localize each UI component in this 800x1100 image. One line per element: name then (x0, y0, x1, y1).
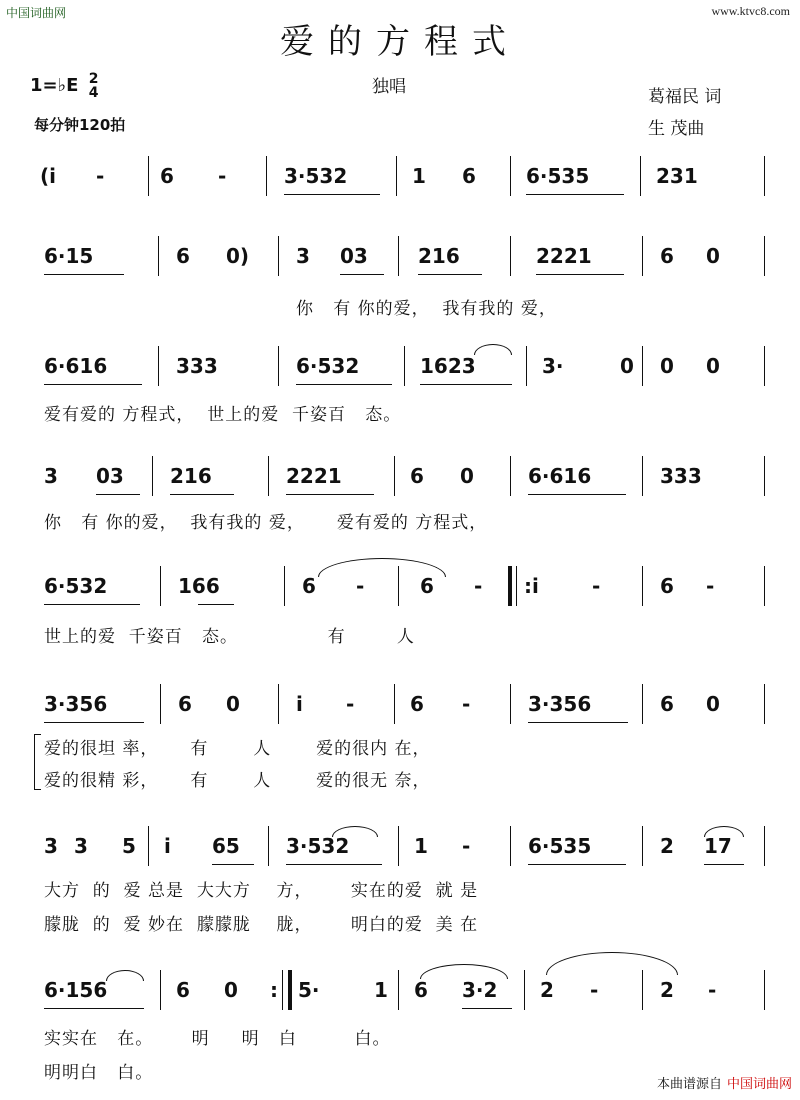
bar-line (508, 566, 512, 606)
jianpu-note: 2 (660, 834, 674, 858)
bar-line (764, 826, 765, 866)
bar-line (764, 970, 765, 1010)
jianpu-note: i (164, 834, 171, 858)
beat-underline (44, 604, 140, 605)
slur-arc (474, 344, 512, 355)
bar-line (640, 156, 641, 196)
jianpu-note: 6 (410, 464, 424, 488)
beat-underline (340, 274, 384, 275)
bar-line (394, 456, 395, 496)
beat-underline (462, 1008, 512, 1009)
bar-line (642, 236, 643, 276)
jianpu-note: 5 (122, 834, 136, 858)
bar-line (642, 346, 643, 386)
jianpu-note: 0 (620, 354, 634, 378)
beat-underline (418, 274, 482, 275)
jianpu-note: 17 (704, 834, 732, 858)
bar-line (268, 456, 269, 496)
jianpu-note: 6 (462, 164, 476, 188)
bar-line (764, 684, 765, 724)
jianpu-note: 6·535 (526, 164, 590, 188)
jianpu-note: 3·532 (284, 164, 348, 188)
bar-line (148, 156, 149, 196)
time-signature (89, 72, 99, 100)
tempo: 每分钟120拍 (34, 116, 126, 134)
jianpu-note: 3·532 (286, 834, 350, 858)
jianpu-note: - (218, 164, 227, 188)
jianpu-note: - (590, 978, 599, 1002)
lyrics-line-8-verse-2: 明明白 白。 (44, 1063, 154, 1083)
bar-line (764, 456, 765, 496)
watermark-right: www.ktvc8.com (711, 4, 790, 18)
bar-line (284, 566, 285, 606)
jianpu-note: 2 (540, 978, 554, 1002)
composer: 生 茂曲 (648, 119, 705, 139)
jianpu-note: 2221 (536, 244, 592, 268)
jianpu-note: 0 (706, 354, 720, 378)
jianpu-note: 6 (176, 978, 190, 1002)
slur-arc (106, 970, 144, 981)
beat-underline (704, 864, 744, 865)
jianpu-note: 03 (96, 464, 124, 488)
jianpu-note: 3·356 (528, 692, 592, 716)
bar-line (510, 826, 511, 866)
bar-line (642, 826, 643, 866)
jianpu-note: 6 (178, 692, 192, 716)
jianpu-note: 65 (212, 834, 240, 858)
jianpu-note: 6·156 (44, 978, 108, 1002)
song-title: 爱的方程式 (280, 22, 520, 62)
beat-underline (44, 384, 142, 385)
lyrics-line-6-verse-1: 爱的很坦 率， 有 人 爱的很内 在， (44, 739, 431, 759)
performance-style: 独唱 (372, 77, 406, 97)
jianpu-note: 1623 (420, 354, 476, 378)
jianpu-note: - (462, 834, 471, 858)
slur-arc (546, 952, 678, 975)
jianpu-note: 231 (656, 164, 698, 188)
jianpu-note: 6 (660, 244, 674, 268)
key-signature (30, 72, 98, 100)
jianpu-note: 3 (296, 244, 310, 268)
lyrics-line-8-verse-1: 实实在 在。 明 明 白 白。 (44, 1029, 391, 1049)
bar-line (404, 346, 405, 386)
beat-underline (44, 722, 144, 723)
jianpu-note: - (96, 164, 105, 188)
bar-line (160, 970, 161, 1010)
bar-line (398, 236, 399, 276)
jianpu-note: 0 (706, 244, 720, 268)
bar-line (764, 156, 765, 196)
jianpu-note: 03 (340, 244, 368, 268)
bar-line (158, 346, 159, 386)
jianpu-note: 3· (542, 354, 564, 378)
time-denominator: 4 (88, 85, 99, 101)
footer-site[interactable]: 中国词曲网 (726, 1077, 792, 1092)
jianpu-note: 3·356 (44, 692, 108, 716)
bar-line (268, 826, 269, 866)
bar-line (160, 684, 161, 724)
jianpu-note: - (474, 574, 483, 598)
jianpu-note: 0) (226, 244, 250, 268)
jianpu-note: 0 (224, 978, 238, 1002)
beat-underline (420, 384, 512, 385)
bar-line (642, 970, 643, 1010)
bar-line (282, 970, 283, 1010)
jianpu-note: 216 (170, 464, 212, 488)
bar-line (278, 684, 279, 724)
beat-underline (286, 864, 382, 865)
jianpu-note: 6·616 (528, 464, 592, 488)
jianpu-note: 6 (176, 244, 190, 268)
bar-line (524, 970, 525, 1010)
jianpu-note: 333 (660, 464, 702, 488)
lyrics-line-5: 世上的爱 千姿百 态。 有 人 (44, 627, 415, 647)
jianpu-note: 3·2 (462, 978, 498, 1002)
bar-line (396, 156, 397, 196)
jianpu-note: 0 (226, 692, 240, 716)
jianpu-note: 216 (418, 244, 460, 268)
bar-line (510, 684, 511, 724)
beat-underline (284, 194, 380, 195)
jianpu-note: 0 (460, 464, 474, 488)
bar-line (278, 236, 279, 276)
jianpu-note: 6 (660, 692, 674, 716)
bar-line (398, 826, 399, 866)
jianpu-note: 3 (74, 834, 88, 858)
beat-underline (286, 494, 374, 495)
beat-underline (528, 864, 626, 865)
jianpu-note: - (462, 692, 471, 716)
jianpu-note: 6 (660, 574, 674, 598)
lyrics-line-4: 你 有 你的爱， 我有我的 爱， 爱有爱的 方程式， (44, 513, 488, 533)
jianpu-note: - (356, 574, 365, 598)
jianpu-note: - (706, 574, 715, 598)
jianpu-note: 1 (412, 164, 426, 188)
jianpu-note: 1 (374, 978, 388, 1002)
jianpu-note: 6·532 (296, 354, 360, 378)
watermark-left: 中国词曲网 (6, 6, 67, 20)
bar-line (764, 346, 765, 386)
bar-line (398, 566, 399, 606)
bar-line (152, 456, 153, 496)
bar-line (394, 684, 395, 724)
slur-arc (420, 964, 508, 979)
lyrics-line-6-verse-2: 爱的很精 彩， 有 人 爱的很无 奈， (44, 771, 431, 791)
beat-underline (170, 494, 234, 495)
verse-bracket (34, 734, 41, 790)
beat-underline (44, 1008, 144, 1009)
beat-underline (296, 384, 392, 385)
jianpu-note: 6 (420, 574, 434, 598)
jianpu-note: 2 (660, 978, 674, 1002)
beat-underline (528, 722, 628, 723)
slur-arc (704, 826, 744, 837)
bar-line (510, 236, 511, 276)
bar-line (510, 456, 511, 496)
bar-line (642, 456, 643, 496)
jianpu-note: 6·15 (44, 244, 94, 268)
lyrics-line-7-verse-2: 朦胧 的 爱 妙在 朦朦胧 胧， 明白的爱 美 在 (44, 915, 479, 935)
beat-underline (536, 274, 624, 275)
bar-line (278, 346, 279, 386)
footer-source: 本曲谱源自 (656, 1077, 722, 1092)
lyrics-line-3: 爱有爱的 方程式， 世上的爱 千姿百 态。 (44, 405, 402, 425)
bar-line (158, 236, 159, 276)
time-numerator: 2 (88, 71, 99, 87)
bar-line (642, 566, 643, 606)
jianpu-note: : (270, 978, 278, 1002)
slur-arc (332, 826, 378, 837)
beat-underline (528, 494, 626, 495)
bar-line (288, 970, 292, 1010)
lyricist: 葛福民 词 (648, 87, 722, 107)
jianpu-note: 6 (410, 692, 424, 716)
bar-line (526, 346, 527, 386)
jianpu-note: 6 (414, 978, 428, 1002)
jianpu-note: 6 (160, 164, 174, 188)
bar-line (160, 566, 161, 606)
jianpu-note: :i (524, 574, 539, 598)
jianpu-note: 2221 (286, 464, 342, 488)
jianpu-note: 166 (178, 574, 220, 598)
beat-underline (212, 864, 254, 865)
bar-line (398, 970, 399, 1010)
jianpu-note: 3 (44, 834, 58, 858)
jianpu-note: - (708, 978, 717, 1002)
beat-underline (44, 274, 124, 275)
bar-line (642, 684, 643, 724)
lyrics-line-7-verse-1: 大方 的 爱 总是 大大方 方， 实在的爱 就 是 (44, 881, 479, 901)
bar-line (510, 156, 511, 196)
jianpu-note: 3 (44, 464, 58, 488)
jianpu-note: (i (40, 164, 56, 188)
key-label: 1=♭E (30, 75, 79, 96)
jianpu-note: - (346, 692, 355, 716)
bar-line (764, 566, 765, 606)
jianpu-note: 6·535 (528, 834, 592, 858)
jianpu-note: 6·532 (44, 574, 108, 598)
bar-line (764, 236, 765, 276)
jianpu-note: 333 (176, 354, 218, 378)
jianpu-note: 1 (414, 834, 428, 858)
jianpu-note: i (296, 692, 303, 716)
bar-line (516, 566, 517, 606)
jianpu-note: 6·616 (44, 354, 108, 378)
jianpu-note: - (592, 574, 601, 598)
jianpu-note: 6 (302, 574, 316, 598)
jianpu-note: 5· (298, 978, 320, 1002)
lyrics-line-2: 你 有 你的爱， 我有我的 爱， (296, 299, 557, 319)
beat-underline (526, 194, 624, 195)
bar-line (266, 156, 267, 196)
jianpu-note: 0 (660, 354, 674, 378)
jianpu-note: 0 (706, 692, 720, 716)
beat-underline (198, 604, 234, 605)
beat-underline (96, 494, 140, 495)
bar-line (148, 826, 149, 866)
